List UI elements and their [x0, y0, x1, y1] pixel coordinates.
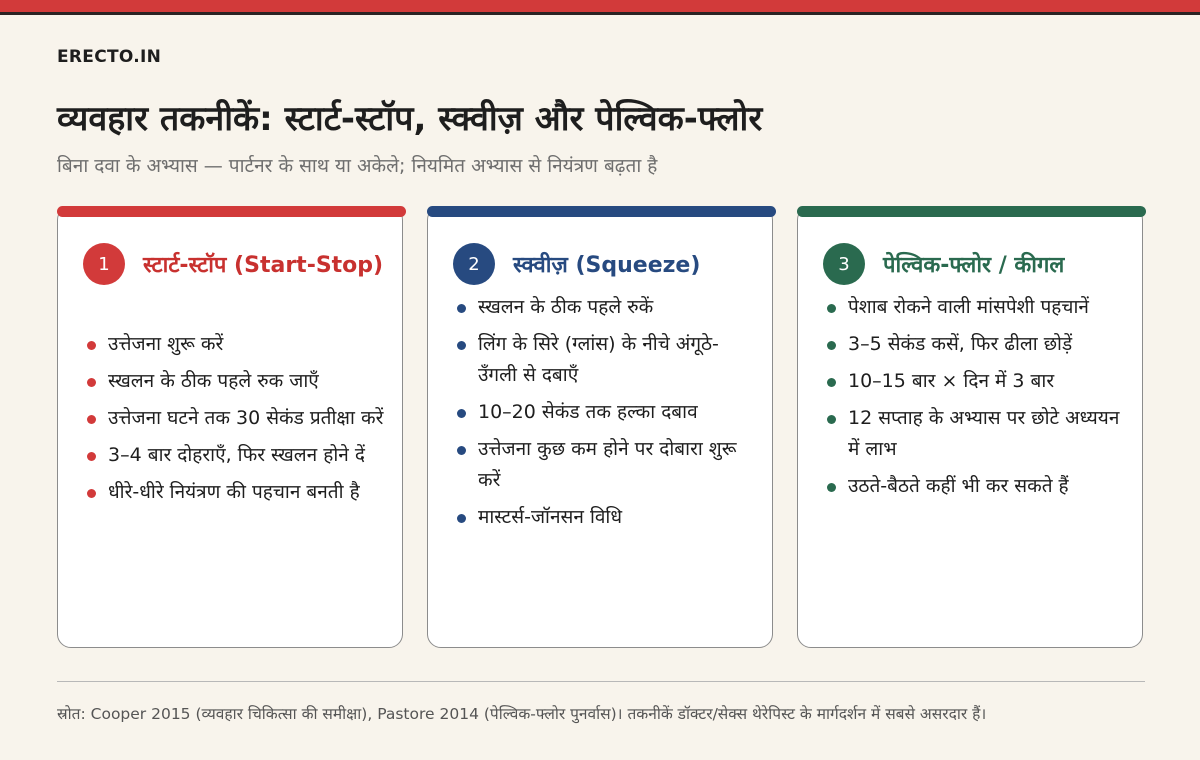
- list-item: [84, 477, 386, 508]
- list-item: [824, 403, 1126, 465]
- bullet-dot-icon: [457, 409, 466, 418]
- card-number-badge: 2: [453, 243, 495, 285]
- list-item: [824, 471, 1126, 502]
- card-start-stop: [57, 206, 403, 648]
- list-item-text: धीरे-धीरे नियंत्रण की पहचान बनती है: [108, 481, 360, 503]
- card-squeeze: [427, 206, 773, 648]
- top-accent-bar: [0, 0, 1200, 12]
- bullet-dot-icon: [827, 415, 836, 424]
- card-accent-bar: [797, 206, 1146, 217]
- list-item: [454, 502, 756, 533]
- page-subtitle: बिना दवा के अभ्यास — पार्टनर के साथ या अकेले; नियमित अभ्यास से नियंत्रण बढ़ता है: [57, 155, 658, 177]
- bullet-dot-icon: [87, 341, 96, 350]
- bullet-dot-icon: [87, 415, 96, 424]
- top-accent-line: [0, 12, 1200, 15]
- bullet-dot-icon: [87, 452, 96, 461]
- card-item-list: [454, 292, 756, 539]
- bullet-dot-icon: [87, 378, 96, 387]
- list-item-text: 10–15 बार × दिन में 3 बार: [848, 370, 1055, 392]
- list-item: [824, 329, 1126, 360]
- list-item-text: उत्तेजना शुरू करें: [108, 333, 224, 355]
- list-item-text: 3–4 बार दोहराएँ, फिर स्खलन होने दें: [108, 444, 365, 466]
- bullet-dot-icon: [87, 489, 96, 498]
- bullet-dot-icon: [457, 446, 466, 455]
- card-pelvic-floor: [797, 206, 1143, 648]
- bullet-dot-icon: [457, 514, 466, 523]
- list-item-text: उठते-बैठते कहीं भी कर सकते हैं: [848, 475, 1069, 497]
- brand-logo-text: ERECTO.IN: [57, 47, 162, 67]
- page-title: व्यवहार तकनीकें: स्टार्ट-स्टॉप, स्क्वीज़ और पेल्विक-फ्लोर: [57, 99, 763, 139]
- bullet-dot-icon: [457, 304, 466, 313]
- card-accent-bar: [427, 206, 776, 217]
- list-item-text: उत्तेजना कुछ कम होने पर दोबारा शुरू करें: [478, 438, 737, 491]
- card-item-list: [84, 329, 386, 514]
- card-title: स्क्वीज़ (Squeeze): [513, 253, 701, 278]
- list-item: [84, 440, 386, 471]
- list-item: [454, 329, 756, 391]
- list-item-text: स्खलन के ठीक पहले रुकें: [478, 296, 654, 318]
- list-item-text: 10–20 सेकंड तक हल्का दबाव: [478, 401, 698, 423]
- list-item-text: लिंग के सिरे (ग्लांस) के नीचे अंगूठे-उँगली से दबाएँ: [478, 333, 719, 386]
- card-title: स्टार्ट-स्टॉप (Start-Stop): [143, 253, 384, 278]
- list-item-text: उत्तेजना घटने तक 30 सेकंड प्रतीक्षा करें: [108, 407, 384, 429]
- list-item: [84, 329, 386, 360]
- list-item-text: मास्टर्स-जॉनसन विधि: [478, 506, 623, 528]
- bullet-dot-icon: [827, 378, 836, 387]
- bullet-dot-icon: [827, 341, 836, 350]
- footer-divider: [57, 681, 1145, 682]
- list-item: [824, 292, 1126, 323]
- list-item-text: स्खलन के ठीक पहले रुक जाएँ: [108, 370, 319, 392]
- list-item: [454, 292, 756, 323]
- card-title: पेल्विक-फ्लोर / कीगल: [883, 253, 1065, 278]
- source-citation: स्रोत: Cooper 2015 (व्यवहार चिकित्सा की समीक्षा), Pastore 2014 (पेल्विक-फ्लोर पुनर्वास)। तकनीकें डॉक्टर/सेक्स थेरेपिस्ट के मार्गदर्शन में सबसे असरदार हैं।: [57, 705, 987, 723]
- list-item-text: 12 सप्ताह के अभ्यास पर छोटे अध्ययन में लाभ: [848, 407, 1120, 460]
- list-item: [824, 366, 1126, 397]
- card-accent-bar: [57, 206, 406, 217]
- list-item: [454, 434, 756, 496]
- bullet-dot-icon: [457, 341, 466, 350]
- list-item-text: 3–5 सेकंड कसें, फिर ढीला छोड़ें: [848, 333, 1073, 355]
- list-item: [84, 366, 386, 397]
- list-item: [84, 403, 386, 434]
- bullet-dot-icon: [827, 483, 836, 492]
- list-item-text: पेशाब रोकने वाली मांसपेशी पहचानें: [848, 296, 1089, 318]
- card-number-badge: 1: [83, 243, 125, 285]
- card-item-list: [824, 292, 1126, 508]
- bullet-dot-icon: [827, 304, 836, 313]
- list-item: [454, 397, 756, 428]
- card-number-badge: 3: [823, 243, 865, 285]
